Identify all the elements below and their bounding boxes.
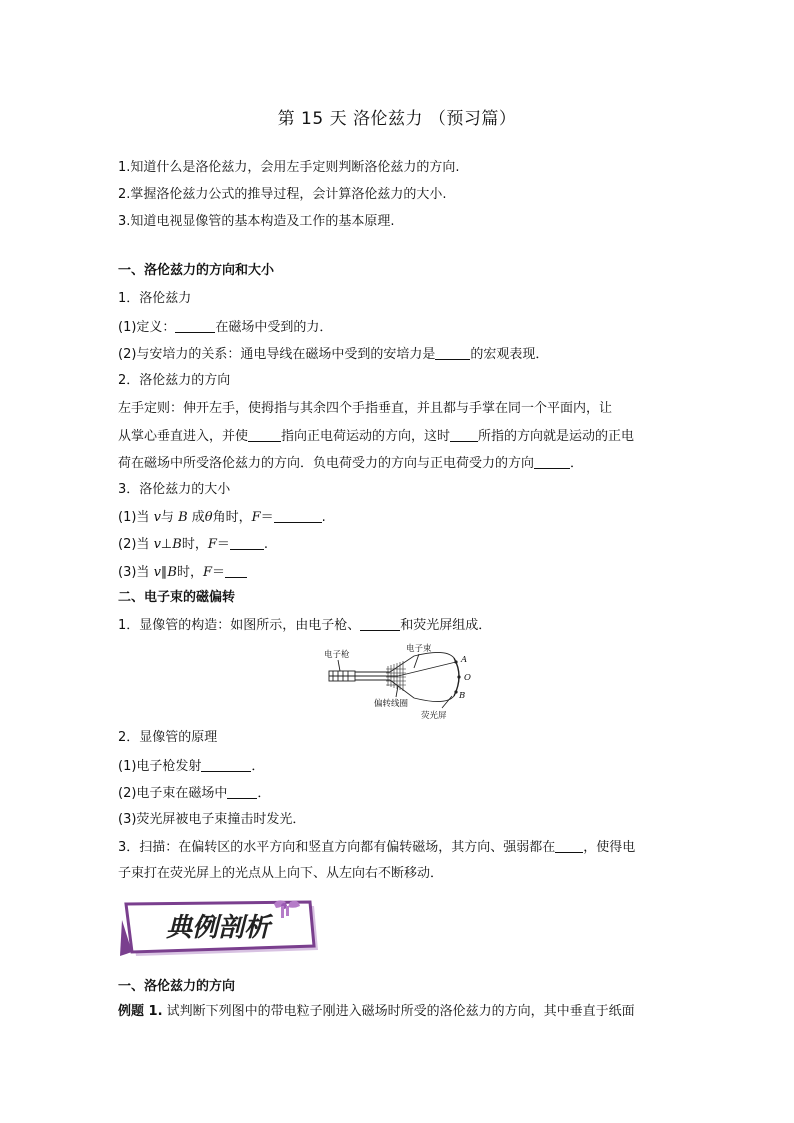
label-electron-beam: 电子束 bbox=[406, 644, 432, 654]
section1-heading: 一、洛伦兹力的方向和大小 bbox=[118, 263, 275, 278]
blank-7 bbox=[230, 535, 264, 550]
principle-2-prefix: (2)电子束在磁场中 bbox=[118, 786, 228, 801]
left-hand-rule-line-1: 左手定则：伸开左手，使拇指与其余四个手指垂直，并且都与手掌在同一个平面内，让 bbox=[118, 401, 613, 416]
blank-10 bbox=[201, 757, 251, 772]
case-1-text2: 成 bbox=[187, 510, 205, 525]
case-3 bbox=[118, 563, 247, 582]
symbol-theta: θ bbox=[204, 510, 213, 525]
blank-5 bbox=[534, 454, 570, 469]
structure-prefix: 1．显像管的构造：如图所示，由电子枪、 bbox=[118, 618, 361, 633]
perpendicular-symbol: ⊥ bbox=[160, 537, 173, 552]
principle-3: (3)荧光屏被电子束撞击时发光． bbox=[118, 812, 306, 827]
goal-1: 1.知道什么是洛伦兹力，会用左手定则判断洛伦兹力的方向. bbox=[118, 160, 460, 175]
structure-suffix: 和荧光屏组成． bbox=[400, 618, 492, 633]
symbol-v: v bbox=[153, 510, 161, 525]
deflected-beam bbox=[398, 662, 456, 676]
period: . bbox=[263, 537, 269, 552]
blank-1 bbox=[175, 318, 215, 333]
case-2-prefix: (2)当 bbox=[118, 537, 154, 552]
parallel-symbol: ∥ bbox=[160, 565, 168, 580]
case-2 bbox=[118, 535, 268, 554]
kinescope-structure bbox=[118, 616, 491, 635]
symbol-B: B bbox=[167, 565, 177, 580]
rule-text-b: 指向正电荷运动的方向，这时 bbox=[281, 429, 451, 444]
rule-text-d: 荷在磁场中所受洛伦兹力的方向．负电荷受力的方向与正电荷受力的方向 bbox=[118, 456, 535, 471]
subheading-direction: 2．洛伦兹力的方向 bbox=[118, 373, 231, 388]
case-1 bbox=[118, 508, 326, 527]
symbol-F: F bbox=[203, 565, 213, 580]
principle-1-suffix: ． bbox=[251, 759, 265, 774]
label-point-B: B bbox=[459, 691, 466, 701]
label-point-O: O bbox=[464, 673, 471, 683]
blank-6 bbox=[274, 508, 322, 523]
rule-text-e: ． bbox=[570, 456, 584, 471]
example-analysis-banner bbox=[118, 900, 328, 962]
principle-1 bbox=[118, 757, 264, 776]
blank-2 bbox=[435, 345, 470, 360]
label-point-A: A bbox=[461, 655, 468, 665]
case-3-prefix: (3)当 bbox=[118, 565, 154, 580]
subheading-magnitude: 3．洛伦兹力的大小 bbox=[118, 482, 231, 497]
scan-suffix: ，使得电 bbox=[583, 840, 636, 855]
case-3-text: 时， bbox=[176, 565, 203, 580]
section3-heading: 一、洛伦兹力的方向 bbox=[118, 979, 236, 994]
equals: ＝ bbox=[216, 537, 230, 552]
section2-heading: 二、电子束的磁偏转 bbox=[118, 590, 236, 605]
left-hand-rule-line-3 bbox=[118, 454, 583, 473]
equals: ＝ bbox=[212, 565, 226, 580]
banner-title: 典例剖析 bbox=[165, 913, 271, 943]
blank-12 bbox=[555, 838, 583, 853]
symbol-B: B bbox=[178, 510, 188, 525]
period: . bbox=[321, 510, 326, 525]
principle-1-prefix: (1)电子枪发射 bbox=[118, 759, 202, 774]
goal-2: 2.掌握洛伦兹力公式的推导过程，会计算洛伦兹力的大小. bbox=[118, 187, 447, 202]
symbol-F: F bbox=[251, 510, 261, 525]
blank-8 bbox=[225, 563, 247, 578]
subheading-lorentz-force: 1．洛伦兹力 bbox=[118, 291, 192, 306]
definition-prefix: (1)定义： bbox=[118, 320, 176, 335]
symbol-v: v bbox=[153, 565, 161, 580]
blank-3 bbox=[248, 427, 281, 442]
relation-suffix: 的宏观表现． bbox=[470, 347, 549, 362]
crt-diagram bbox=[318, 640, 478, 722]
blank-11 bbox=[227, 784, 257, 799]
symbol-F: F bbox=[207, 537, 217, 552]
definition-line bbox=[118, 318, 332, 337]
page-title: 第 15 天 洛伦兹力 （预习篇） bbox=[277, 109, 517, 129]
goal-3: 3.知道电视显像管的基本构造及工作的基本原理. bbox=[118, 214, 395, 229]
case-1-text3: 角时， bbox=[212, 510, 252, 525]
blank-9 bbox=[360, 616, 400, 631]
scan-line-2: 子束打在荧光屏上的光点从上向下、从左向右不断移动． bbox=[118, 866, 444, 881]
example-1 bbox=[118, 1003, 635, 1021]
equals: ＝ bbox=[260, 510, 274, 525]
case-1-text: 与 bbox=[160, 510, 179, 525]
relation-prefix: (2)与安培力的关系：通电导线在磁场中受到的安培力是 bbox=[118, 347, 436, 362]
case-2-text: 时， bbox=[181, 537, 208, 552]
label-deflection-coil: 偏转线圈 bbox=[374, 699, 409, 709]
symbol-v: v bbox=[153, 537, 161, 552]
case-1-prefix: (1)当 bbox=[118, 510, 154, 525]
rule-text-c: 所指的方向就是运动的正电 bbox=[478, 429, 635, 444]
kinescope-principle: 2．显像管的原理 bbox=[118, 730, 218, 745]
principle-2 bbox=[118, 784, 270, 803]
relation-line bbox=[118, 345, 548, 364]
definition-suffix: 在磁场中受到的力． bbox=[215, 320, 333, 335]
blank-4 bbox=[450, 427, 478, 442]
example-label: 例题 1. bbox=[118, 1004, 163, 1019]
symbol-B: B bbox=[172, 537, 182, 552]
label-electron-gun: 电子枪 bbox=[324, 650, 350, 660]
rule-text-a: 从掌心垂直进入，并使 bbox=[118, 429, 249, 444]
scan-line-1 bbox=[118, 838, 635, 857]
example-text: 试判断下列图中的带电粒子刚进入磁场时所受的洛伦兹力的方向，其中垂直于纸面 bbox=[162, 1004, 635, 1019]
left-hand-rule-line-2 bbox=[118, 427, 634, 446]
scan-prefix: 3．扫描：在偏转区的水平方向和竖直方向都有偏转磁场，其方向、强弱都在 bbox=[118, 840, 556, 855]
label-screen: 荧光屏 bbox=[421, 711, 447, 721]
principle-2-suffix: ． bbox=[257, 786, 271, 801]
